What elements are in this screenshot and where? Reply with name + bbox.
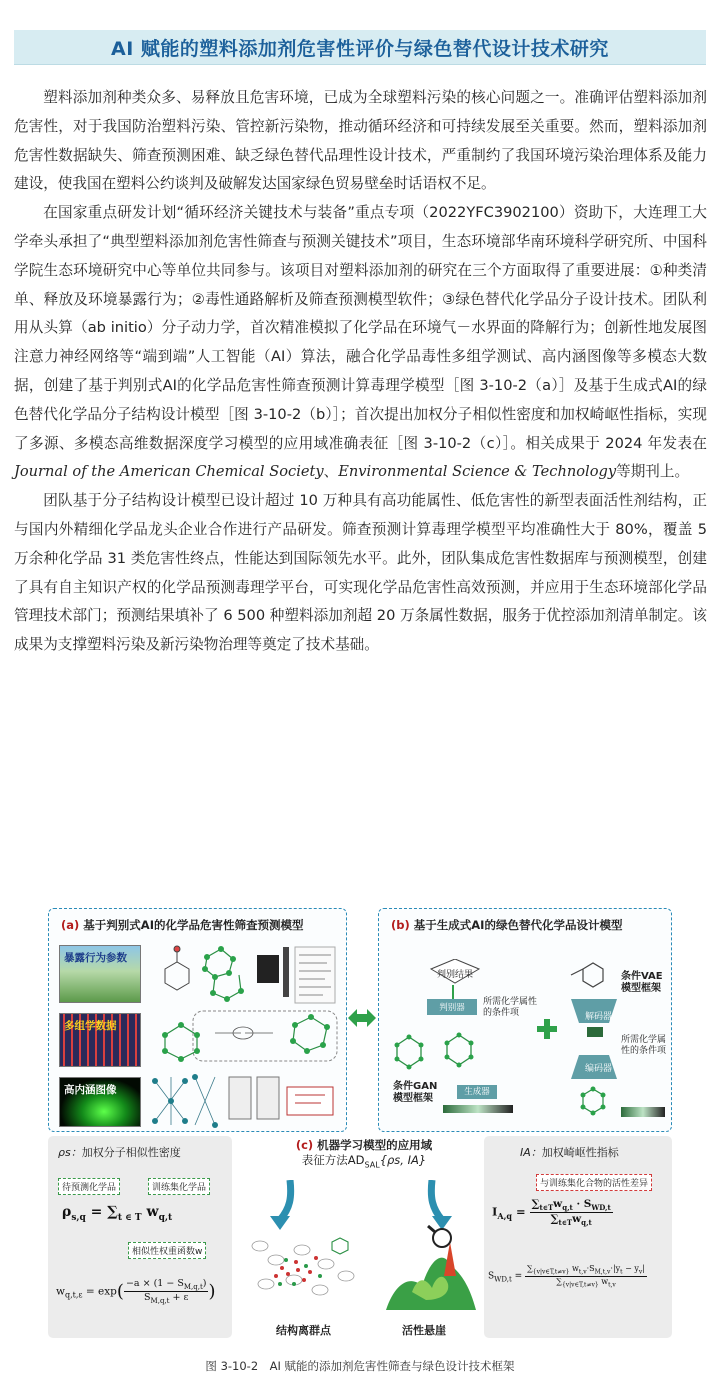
paragraph-2: [14, 199, 707, 487]
panel-c-title-sub: SAL: [364, 1160, 380, 1170]
panel-a-title-text: 基于判别式AI的化学品危害性筛查预测模型: [83, 918, 304, 932]
density-panel: [48, 1136, 232, 1338]
ruggedness-title-text: 加权崎岖性指标: [541, 1146, 619, 1159]
article-body: [14, 84, 707, 660]
panel-b-title-text: 基于生成式AI的绿色替代化学品设计模型: [413, 918, 623, 932]
panel-c-title-line1: 机器学习模型的应用域: [317, 1138, 433, 1152]
panel-c-title: [284, 1138, 444, 1172]
panel-b: [378, 908, 672, 1132]
journal-jacs: Journal of the American Chemical Society: [14, 463, 324, 481]
swd-formula: $S_{WD,t}$ = $\frac{\sum_{\{v|v\in T,t\ne v\}} w_{t,v}\cdot S_{M,t,v}\cdot|y_t - y_v|}{\sum_{\{v|v\in T,t\ne v\}} w_{t,v}}$: [488, 1264, 645, 1289]
ruggedness-formula: $I_{A,q}$ = $\sum_{t\in T}w_{q,t} \cdot S_{WD,t}$ $\sum_{t\in T}w_{q,t}$: [492, 1198, 611, 1228]
paragraph-2-end: 等期刊上。: [616, 463, 690, 481]
activity-difference-tag: 与训练集化合物的活性差异: [536, 1174, 652, 1191]
vae-framework-label: 条件VAE模型框架: [621, 971, 663, 994]
panel-c-title-line2: 表征方法AD: [301, 1153, 365, 1167]
discriminator-label: 判别器: [439, 1003, 465, 1013]
decoder-label: 解码器: [585, 1012, 613, 1022]
figure-caption: 图 3-10-2 AI 赋能的添加剂危害性筛查与绿色设计技术框架: [205, 1359, 515, 1373]
activity-cliff-label: 活性悬崖: [402, 1324, 446, 1337]
omics-image: [59, 1013, 141, 1067]
density-title: [58, 1144, 181, 1160]
encoder-label: 编码器: [585, 1064, 613, 1074]
panel-c-visual: [236, 1180, 480, 1320]
structural-outlier-label: 结构离群点: [276, 1324, 331, 1337]
training-chemical-tag: 训练集化学品: [148, 1178, 210, 1195]
ruggedness-symbol: IA：: [520, 1146, 542, 1159]
imaging-image: [59, 1077, 141, 1127]
panel-a-network-diagram: [145, 941, 343, 1129]
paragraph-3: 团队基于分子结构设计模型已设计超过 10 万种具有高功能属性、低危害性的新型表面活性剂结构，正与国内外精细化学品龙头企业合作进行产品研发。筛查预测计算毒理学模型平均准确性大于 80%，覆盖 5 万余种化学品 31 类危害性终点，性能达到国际领先水平。此外，团队集成危害性数据库与预测模型，创建了具有自主知识产权的化学品预测毒理学平台，可实现化学品危害性高效预测，并应用于生态环境部化学品管理技术部门；预测结果填补了 6 500 种塑料添加剂超 20 万条属性数据，服务于优控添加剂清单制定。该成果为支撑塑料污染及新污染物治理等奠定了技术基础。: [14, 492, 707, 654]
density-formula: $\rho_{s,q} = \sum_{t \in T}$ $w_{q,t}$: [62, 1204, 173, 1223]
generator-label: 生成器: [464, 1087, 490, 1097]
exposure-image: [59, 945, 141, 1003]
weight-function-tag: 相似性权重函数w: [128, 1242, 206, 1259]
ruggedness-panel: [484, 1136, 672, 1338]
green-plus-icon: [537, 1019, 557, 1039]
exposure-label: 暴露行为参数: [64, 952, 127, 964]
density-symbol: ρs：: [58, 1146, 82, 1159]
query-chemical-tag: 待预测化学品: [58, 1178, 120, 1195]
green-double-arrow-icon: [348, 1006, 376, 1030]
ruggedness-title: [520, 1144, 619, 1160]
imaging-label: 高内涵图像: [64, 1084, 117, 1096]
panel-b-label: (b): [391, 918, 410, 932]
page-title-bar: [14, 30, 706, 65]
judge-result-label: 判别结果: [437, 970, 474, 980]
density-title-text: 加权分子相似性密度: [81, 1146, 181, 1159]
weight-formula: $w_{q,t,\varepsilon} = \exp$( $\frac{-a \times (1 - S_{M,q,t})}{S_{M,q,t} + \varepsilon}$ ): [56, 1278, 216, 1305]
journal-est: Environmental Science & Technology: [338, 463, 617, 481]
paragraph-2-sep: 、: [323, 463, 339, 481]
panel-c: [236, 1136, 480, 1338]
panel-c-label: (c): [295, 1138, 314, 1152]
framework-figure: [46, 906, 674, 1340]
paragraph-1: 塑料添加剂种类众多、易释放且危害环境，已成为全球塑料污染的核心问题之一。准确评估塑料添加剂危害性，对于我国防治塑料污染、管控新污染物，推动循环经济和可持续发展至关重要。然而，塑料添加剂危害性数据缺失、筛查预测困难、缺乏绿色替代品理性设计技术，严重制约了我国环境污染治理体系及能力建设，使我国在塑料公约谈判及破解发达国家绿色贸易壁垒时话语权不足。: [14, 89, 707, 193]
paragraph-2-text: 在国家重点研发计划“循环经济关键技术与装备”重点专项（2022YFC3902100）资助下，大连理工大学牵头承担了“典型塑料添加剂危害性筛查与预测关键技术”项目，生态环境部华南环境科学研究所、中国科学院生态环境研究中心等单位共同参与。该项目对塑料添加剂的研究在三个方面取得了重要进展：①种类清单、释放及环境暴露行为；②毒性通路解析及筛查预测模型软件；③绿色替代化学品分子设计技术。团队利用从头算（ab initio）分子动力学，首次精准模拟了化学品在环境气－水界面的降解行为；创新性地发展图注意力神经网络等“端到端”人工智能（AI）算法，融合化学品毒性多组学测试、高内涵图像等多模态大数据，创建了基于判别式AI的化学品危害性筛查预测计算毒理学模型［图 3-10-2（a）］及基于生成式AI的绿色替代化学品分子结构设计模型［图 3-10-2（b）］；首次提出加权分子相似性密度和加权崎岖性指标，实现了多源、多模态高维数据深度学习模型的应用域准确表征［图 3-10-2（c）］。相关成果于 2024 年发表在: [14, 204, 707, 452]
gan-condition-label: 所需化学属性的条件项: [483, 997, 538, 1018]
panel-b-title: [391, 917, 622, 933]
panel-a-title: [61, 917, 303, 933]
omics-label: 多组学数据: [64, 1020, 117, 1032]
vae-condition-label: 所需化学属性的条件项: [621, 1035, 667, 1056]
panel-c-title-args: {ρs, IA}: [379, 1153, 427, 1167]
page-title: AI 赋能的塑料添加剂危害性评价与绿色替代设计技术研究: [111, 37, 609, 60]
panel-a-label: (a): [61, 918, 80, 932]
gan-framework-label: 条件GAN模型框架: [393, 1081, 438, 1104]
panel-a: [48, 908, 347, 1132]
